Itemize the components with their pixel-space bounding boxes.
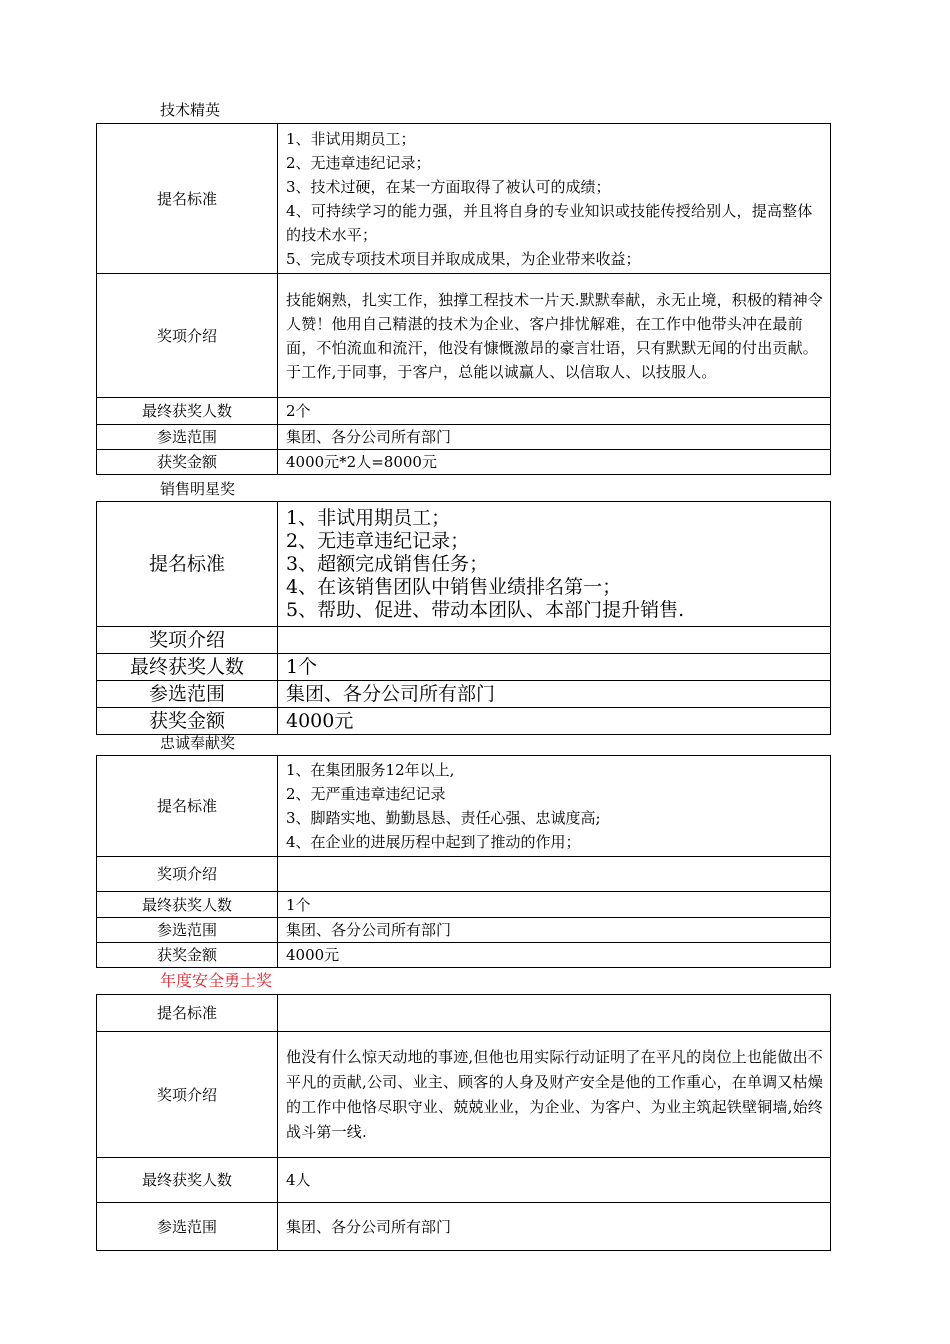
criteria-item: 5、完成专项技术项目并取成成果，为企业带来收益； [286, 249, 641, 268]
table-row [97, 398, 831, 425]
criteria-item: 3、脚踏实地、勤勤恳恳、责任心强、忠诚度高; [286, 809, 601, 827]
award-table-tech-elite [96, 123, 831, 475]
intro-label: 奖项介绍 [97, 1032, 278, 1158]
scope-label: 参选范围 [97, 425, 278, 450]
intro-label: 奖项介绍 [97, 274, 278, 398]
scope-label: 参选范围 [97, 1203, 278, 1251]
count-value: 1个 [278, 892, 831, 918]
table-row [97, 450, 831, 475]
nomination-criteria [278, 995, 831, 1032]
criteria-item: 4、在该销售团队中销售业绩排名第一； [286, 575, 622, 598]
amount-label: 获奖金额 [97, 708, 278, 735]
table-row [97, 654, 831, 681]
scope-value: 集团、各分公司所有部门 [278, 425, 831, 450]
amount-value: 4000元*2人=8000元 [278, 450, 831, 475]
count-label: 最终获奖人数 [97, 654, 278, 681]
nomination-label: 提名标准 [97, 502, 278, 627]
nomination-criteria [278, 124, 831, 274]
table-row [97, 1032, 831, 1158]
intro-cell [278, 1032, 831, 1158]
table-row [97, 681, 831, 708]
table-row [97, 943, 831, 968]
criteria-item: 1、非试用期员工； [286, 129, 416, 148]
amount-value: 4000元 [278, 708, 831, 735]
criteria-item: 2、无违章违纪记录； [286, 529, 470, 552]
table-row [97, 756, 831, 857]
intro-text [278, 857, 831, 892]
section-title-tech-elite: 技术精英 [160, 101, 221, 119]
criteria-item: 1、在集团服务12年以上, [286, 761, 455, 779]
section-title-loyalty: 忠诚奉献奖 [160, 734, 236, 752]
scope-label: 参选范围 [97, 681, 278, 708]
table-row [97, 425, 831, 450]
count-value: 1个 [278, 654, 831, 681]
scope-value: 集团、各分公司所有部门 [278, 918, 831, 943]
criteria-item: 1、非试用期员工； [286, 506, 451, 529]
scope-value: 集团、各分公司所有部门 [278, 681, 831, 708]
nomination-criteria [278, 756, 831, 857]
table-row [97, 627, 831, 654]
count-label: 最终获奖人数 [97, 892, 278, 918]
count-value: 4人 [278, 1158, 831, 1203]
amount-value: 4000元 [278, 943, 831, 968]
award-table-safety-warrior [96, 994, 831, 1251]
section-title-safety-warrior: 年度安全勇士奖 [160, 971, 273, 990]
table-row [97, 995, 831, 1032]
amount-label: 获奖金额 [97, 450, 278, 475]
table-row [97, 1203, 831, 1251]
intro-label: 奖项介绍 [97, 857, 278, 892]
table-row [97, 918, 831, 943]
section-title-sales-star: 销售明星奖 [160, 480, 236, 498]
nomination-criteria [278, 502, 831, 627]
intro-cell [278, 274, 831, 398]
count-value: 2个 [278, 398, 831, 425]
award-table-sales-star [96, 501, 831, 735]
criteria-item: 3、技术过硬，在某一方面取得了被认可的成绩； [286, 177, 611, 196]
amount-label: 获奖金额 [97, 943, 278, 968]
table-row [97, 857, 831, 892]
count-label: 最终获奖人数 [97, 1158, 278, 1203]
intro-text [278, 627, 831, 654]
criteria-item: 5、帮助、促进、带动本团队、本部门提升销售. [286, 598, 685, 621]
table-row [97, 1158, 831, 1203]
table-row [97, 708, 831, 735]
nomination-label: 提名标准 [97, 756, 278, 857]
criteria-item: 3、超额完成销售任务； [286, 552, 489, 575]
criteria-item: 2、无严重违章违纪记录 [286, 785, 446, 803]
intro-text: 他没有什么惊天动地的事迹,但他也用实际行动证明了在平凡的岗位上也能做出不平凡的贡献,公司、业主、顾客的人身及财产安全是他的工作重心，在单调又枯燥的工作中他恪尽职守业、兢兢业业，为企业、为客户、为业主筑起铁壁铜墙,始终战斗第一线. [286, 1047, 823, 1141]
table-row [97, 124, 831, 274]
count-label: 最终获奖人数 [97, 398, 278, 425]
criteria-item: 4、可持续学习的能力强，并且将自身的专业知识或技能传授给别人，提高整体的技术水平； [286, 201, 813, 244]
scope-value: 集团、各分公司所有部门 [278, 1203, 831, 1251]
criteria-item: 2、无违章违纪记录； [286, 153, 431, 172]
intro-text: 技能娴熟，扎实工作，独撑工程技术一片天.默默奉献，永无止境，积极的精神令人赞！他用自己精湛的技术为企业、客户排忧解难，在工作中他带头冲在最前面，不怕流血和流汗，他没有慷慨激昂的豪言壮语，只有默默无闻的付出贡献。于工作,于同事，于客户，总能以诚赢人、以信取人、以技服人。 [286, 290, 823, 381]
table-row [97, 892, 831, 918]
intro-label: 奖项介绍 [97, 627, 278, 654]
nomination-label: 提名标准 [97, 124, 278, 274]
criteria-item: 4、在企业的进展历程中起到了推动的作用； [286, 833, 581, 851]
nomination-label: 提名标准 [97, 995, 278, 1032]
table-row [97, 274, 831, 398]
table-row [97, 502, 831, 627]
scope-label: 参选范围 [97, 918, 278, 943]
award-table-loyalty [96, 755, 831, 968]
